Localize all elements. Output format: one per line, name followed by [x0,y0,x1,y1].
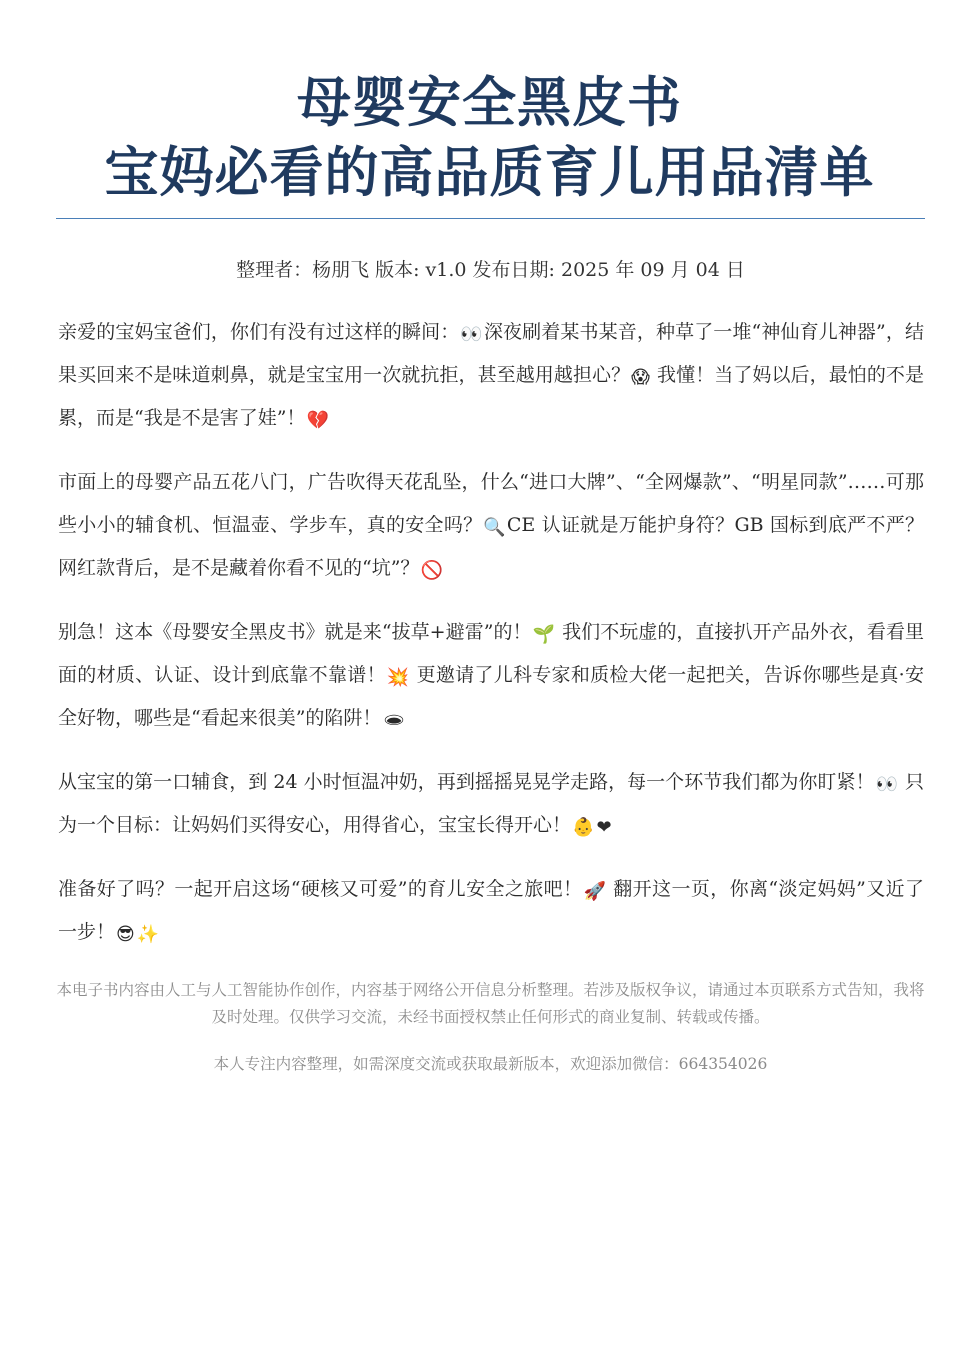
rocket-icon: 🚀 [583,881,606,902]
paragraph-text: 我懂！当了妈以后，最怕的不是累，而是“我是不是害了娃”！ [58,364,924,429]
document-meta: 整理者：杨朋飞 版本: v1.0 发布日期: 2025 年 09 月 04 日 [236,259,745,281]
eyes-icon: 👀 [875,774,898,795]
title-divider [56,218,925,219]
paragraph [58,611,924,740]
sparkles-icon: ✨ [136,924,160,945]
paragraph-text: 深夜刷着某书某音，种草了一堆“神仙育儿神器”，结果买回来不是味道刺鼻，就是宝宝用一次就抗拒，甚至越用越担心？ [58,321,924,386]
paragraph-text: 市面上的母婴产品五花八门，广告吹得天花乱坠，什么“进口大牌”、“全网爆款”、“明星同款”……可那些小小的辅食机、恒温壶、学步车，真的安全吗？ [58,471,924,536]
paragraph-text: CE 认证就是万能护身符？GB 国标到底严不严？网红款背后，是不是藏着你看不见的“坑”？ [58,514,924,579]
paragraph-text: 翻开这一页，你离“淡定妈妈”又近了一步！ [58,878,925,943]
paragraph-text: 只为一个目标：让妈妈们买得安心，用得省心，宝宝长得开心！ [58,771,924,836]
paragraph [58,761,924,847]
eyes-icon: 👀 [460,324,483,345]
copyright-disclaimer: 本电子书内容由人工与人工智能协作创作，内容基于网络公开信息分析整理。若涉及版权争议，请通过本页联系方式告知，我将及时处理。仅供学习交流，未经书面授权禁止任何形式的商业复制、转载或传播。 [56,981,925,1026]
paragraph-text: 从宝宝的第一口辅食，到 24 小时恒温冲奶，再到摇摇晃晃学走路，每一个环节我们都为你盯紧！ [58,771,875,793]
baby-icon: 👶 [572,817,595,838]
magnifier-icon: 🔍 [483,517,506,538]
title-line-2: 宝妈必看的高品质育儿用品清单 [104,141,875,204]
paragraph-text: 我们不玩虚的，直接扒开产品外衣，看看里面的材质、认证、设计到底靠不靠谱！ [58,621,924,686]
paragraph-text: 亲爱的宝妈宝爸们，你们有没有过这样的瞬间： [58,321,460,343]
prohibited-icon: 🚫 [420,560,443,581]
hole-icon: 🕳 [382,710,406,731]
title-line-1: 母婴安全黑皮书 [297,71,682,134]
collision-icon: 💥 [386,667,410,688]
contact-note: 本人专注内容整理，如需深度交流或获取最新版本，欢迎添加微信：664354026 [213,1055,768,1073]
title-block [40,68,939,208]
paragraph-text: 更邀请了儿科专家和质检大佬一起把关，告诉你哪些是真·安全好物，哪些是“看起来很美”的陷阱！ [58,664,924,729]
intro-body [58,311,924,975]
paragraph-text: 准备好了吗？一起开启这场“硬核又可爱”的育儿安全之旅吧！ [58,878,583,900]
screaming-face-icon: 😱 [631,367,650,388]
heart-icon: ❤ [596,817,612,838]
sunglasses-face-icon: 😎 [116,924,135,945]
paragraph [58,311,924,440]
broken-heart-icon: 💔 [306,410,329,431]
paragraph-text: 别急！这本《母婴安全黑皮书》就是来“拔草+避雷”的！ [58,621,532,643]
seedling-icon: 🌱 [532,624,556,645]
paragraph [58,461,924,590]
paragraph [58,868,924,954]
